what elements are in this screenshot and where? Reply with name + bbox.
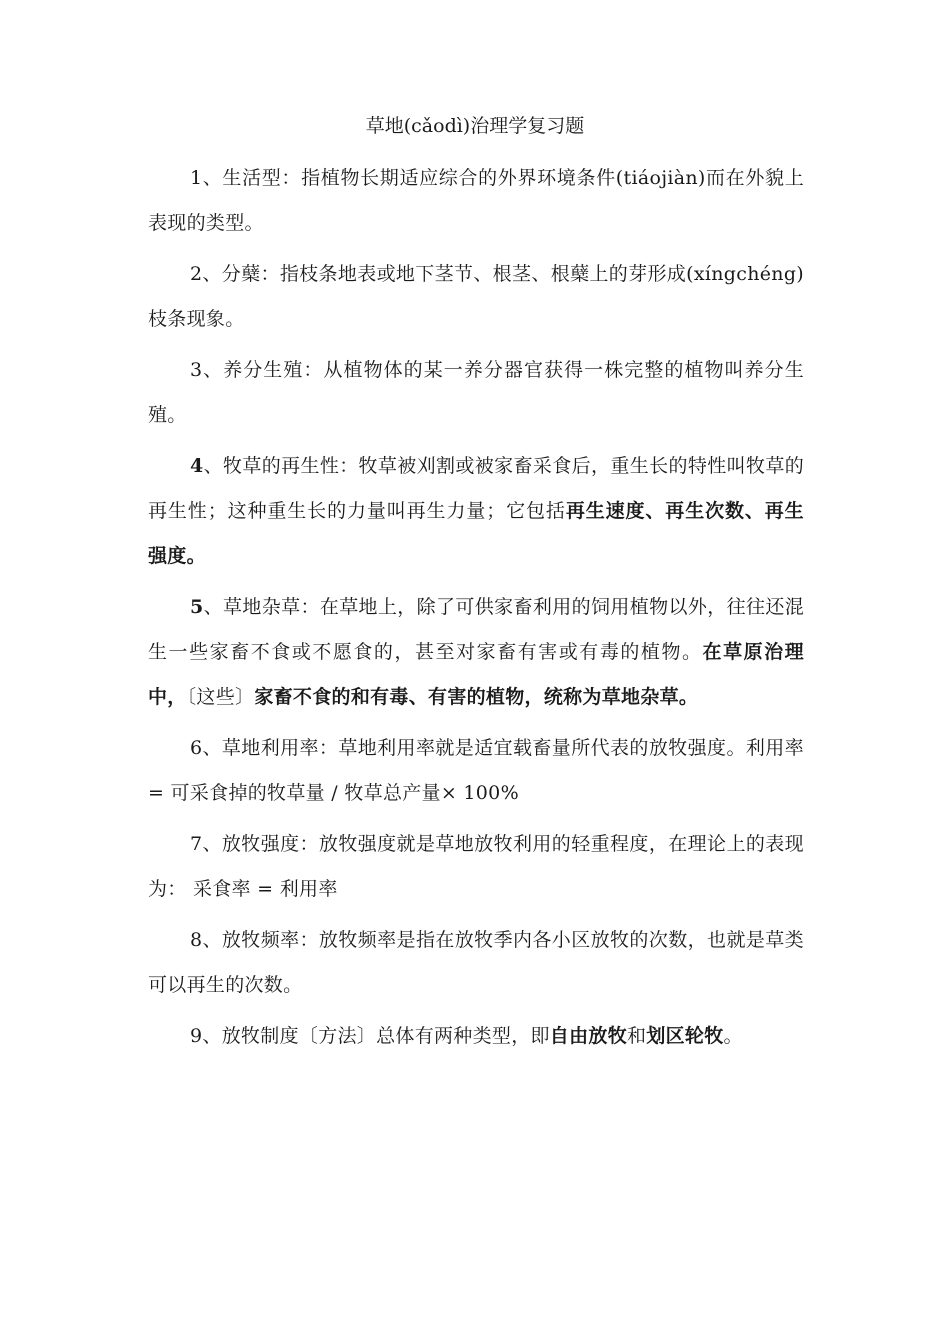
text-segment: 2、分蘖：指枝条地表或地下茎节、根茎、根蘖上的芽形成(xíngchéng)枝条现象。 (148, 263, 804, 330)
review-item-4 (148, 444, 804, 579)
text-segment: 〔这些〕 (186, 686, 255, 708)
document-title: 草地(cǎodì)治理学复习题 (365, 115, 585, 137)
text-segment: 、草地杂草：在草地上，除了可供家畜利用的饲用植物以外，往往还混生一些家畜不食或不愿食的，甚至对家畜有害或有毒的植物。 (148, 596, 804, 663)
text-segment: 6、草地利用率：草地利用率就是适宜载畜量所代表的放牧强度。利用率 = 可采食掉的牧草量 / 牧草总产量× 100% (148, 737, 804, 804)
review-item-6 (148, 726, 804, 816)
bold-text: 4 (190, 455, 204, 477)
bold-text: 5 (190, 596, 204, 618)
bold-text: 在草原治理中， (148, 641, 804, 708)
text-segment: 1、生活型：指植物长期适应综合的外界环境条件(tiáojiàn)而在外貌上表现的类型。 (148, 167, 804, 234)
review-item-3 (148, 348, 804, 438)
bold-text: 划区轮牧 (646, 1025, 724, 1047)
review-item-2 (148, 252, 804, 342)
review-item-9 (148, 1014, 804, 1059)
document-body (148, 156, 804, 1065)
text-segment: 。 (723, 1025, 743, 1047)
review-item-8 (148, 918, 804, 1008)
bold-text: 自由放牧 (549, 1025, 627, 1047)
text-segment: 和 (627, 1025, 647, 1047)
review-item-1 (148, 156, 804, 246)
bold-text: 再生速度、再生次数、再生强度。 (148, 500, 804, 567)
text-segment: 8、放牧频率：放牧频率是指在放牧季内各小区放牧的次数，也就是草类可以再生的次数。 (148, 929, 804, 996)
text-segment: 、牧草的再生性：牧草被刈割或被家畜采食后，重生长的特性叫牧草的再生性；这种重生长的力量叫再生力量；它包括 (148, 455, 804, 522)
text-segment: 9、放牧制度〔方法〕总体有两种类型，即 (190, 1025, 550, 1047)
text-segment: 7、放牧强度：放牧强度就是草地放牧利用的轻重程度，在理论上的表现为： 采食率 = 利用率 (148, 833, 804, 900)
review-item-7 (148, 822, 804, 912)
review-item-5 (148, 585, 804, 720)
text-segment: 3、养分生殖：从植物体的某一养分器官获得一株完整的植物叫养分生殖。 (148, 359, 804, 426)
bold-text: 家畜不食的和有毒、有害的植物，统称为草地杂草。 (254, 686, 699, 708)
